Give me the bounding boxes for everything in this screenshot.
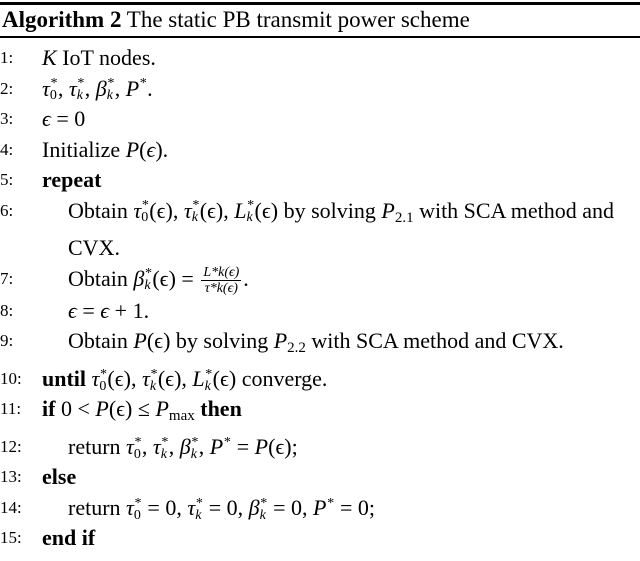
math-symbol: τ — [126, 433, 134, 459]
algorithm-line — [0, 165, 640, 196]
text-segment: return — [68, 433, 127, 459]
algorithm-line — [0, 104, 640, 135]
keyword: until — [42, 365, 92, 391]
superscript: * — [133, 495, 141, 511]
algorithm-line — [0, 523, 640, 554]
algorithm-title — [0, 5, 640, 36]
scripts — [133, 434, 141, 462]
math-symbol: τ — [91, 365, 100, 391]
text-segment: = 0; — [334, 494, 375, 520]
math-symbol: τ — [152, 433, 161, 459]
math-symbol: τ — [126, 494, 134, 520]
line-number: 12: — [0, 436, 22, 456]
scripts — [192, 200, 199, 224]
math-symbol: β — [248, 494, 260, 520]
line-number: 9: — [0, 331, 14, 351]
superscript: * — [190, 434, 198, 450]
subscript: max — [168, 408, 195, 425]
superscript: * — [191, 198, 199, 214]
text-segment: + 1. — [109, 297, 150, 323]
math-symbol: P — [254, 433, 269, 459]
text-segment: (ϵ) by solving — [254, 197, 382, 223]
superscript: * — [149, 366, 157, 382]
fraction — [201, 265, 241, 296]
math-symbol: L — [234, 197, 247, 223]
subscript: 0 — [133, 507, 141, 523]
keyword: else — [42, 464, 77, 490]
math-symbol: β — [95, 75, 107, 101]
algorithm-line — [0, 394, 640, 432]
line-number: 10: — [0, 368, 22, 388]
text-segment: IoT nodes. — [56, 45, 156, 70]
subscript: 0 — [133, 446, 141, 462]
scripts — [133, 495, 141, 523]
subscript: 2.2 — [287, 340, 306, 357]
subscript: k — [106, 88, 113, 104]
math-symbol: L — [192, 365, 205, 391]
math-symbol: ϵ — [68, 297, 77, 323]
math-symbol: τ — [141, 365, 150, 391]
text-segment: . — [243, 265, 249, 291]
text-segment: = — [231, 433, 255, 459]
text-segment: return — [68, 494, 127, 520]
subscript: k — [190, 446, 197, 462]
algorithm-line — [0, 432, 640, 463]
math-symbol: ϵ — [146, 136, 156, 162]
math-symbol: K — [42, 45, 57, 70]
subscript — [139, 90, 146, 102]
line-text — [42, 45, 156, 70]
line-number: 14: — [0, 497, 22, 517]
text-segment: (ϵ), — [149, 197, 184, 223]
superscript: * — [141, 198, 149, 214]
text-segment: 0 < — [60, 396, 96, 422]
text-segment: Obtain — [68, 328, 134, 354]
subscript: 0 — [141, 210, 149, 226]
subscript: k — [259, 507, 266, 523]
text-segment: = 0, — [203, 494, 249, 520]
line-text — [42, 75, 153, 104]
subscript: k — [144, 278, 151, 294]
scripts — [99, 366, 107, 394]
math-symbol: β — [179, 433, 191, 459]
keyword: if — [42, 396, 61, 422]
line-number: 5: — [0, 170, 14, 189]
scripts — [144, 268, 151, 292]
algorithm-line — [0, 326, 640, 364]
superscript: * — [223, 434, 231, 450]
math-symbol: τ — [183, 197, 192, 223]
math-symbol: ϵ — [42, 106, 51, 131]
line-text — [42, 137, 168, 162]
scripts — [259, 495, 267, 523]
keyword: end if — [42, 525, 96, 551]
scripts — [247, 200, 254, 224]
text-segment: (ϵ) ≤ — [108, 396, 156, 422]
algorithm-caption: The static PB transmit power scheme — [121, 7, 470, 32]
math-symbol: P — [125, 75, 140, 101]
math-symbol: ϵ — [100, 297, 110, 323]
text-segment: (ϵ), — [157, 365, 193, 391]
superscript: * — [246, 198, 254, 214]
scripts — [149, 366, 157, 394]
line-text — [42, 464, 76, 489]
superscript: * — [133, 434, 141, 450]
subscript: k — [204, 378, 211, 394]
text-segment: (ϵ) = — [152, 265, 200, 291]
text-segment: , — [84, 75, 96, 101]
math-symbol: P — [95, 396, 109, 422]
math-symbol: P — [381, 197, 395, 223]
text-segment: = 0, — [141, 494, 188, 520]
scripts — [139, 78, 146, 102]
algorithm-label: Algorithm 2 — [2, 7, 122, 32]
scripts — [77, 78, 84, 102]
line-number: 7: — [0, 268, 14, 288]
math-symbol: P — [133, 328, 147, 354]
text-segment: = 0, — [267, 494, 314, 520]
superscript: * — [160, 434, 168, 450]
line-number: 15: — [0, 528, 22, 548]
text-segment: (ϵ), — [107, 365, 142, 391]
line-text — [68, 198, 614, 261]
line-text — [68, 494, 375, 523]
fraction-numerator: L*k(ϵ) — [203, 264, 240, 280]
subscript: 0 — [99, 378, 107, 394]
algorithm-box — [0, 2, 640, 554]
math-symbol: P — [125, 136, 140, 162]
scripts — [326, 495, 334, 522]
algorithm-line — [0, 462, 640, 493]
line-number: 8: — [0, 300, 14, 320]
scripts — [190, 434, 198, 462]
text-segment: Obtain — [68, 197, 134, 223]
text-segment: = 0 — [50, 106, 86, 131]
subscript: 0 — [49, 88, 57, 104]
text-segment: (ϵ); — [268, 433, 298, 459]
fraction-denominator: τ*k(ϵ) — [204, 280, 238, 296]
keyword: repeat — [42, 167, 102, 192]
subscript: k — [191, 210, 198, 226]
algorithm-line — [0, 196, 640, 264]
math-symbol: τ — [68, 75, 77, 101]
line-text — [42, 525, 95, 550]
subscript: k — [195, 507, 202, 523]
superscript: * — [259, 495, 267, 511]
subscript: k — [160, 446, 167, 462]
text-segment: (ϵ) by solving — [146, 328, 274, 354]
math-symbol: P — [313, 494, 327, 520]
text-segment: , — [168, 433, 180, 459]
line-text — [68, 328, 564, 357]
scripts — [107, 78, 114, 102]
line-number: 1: — [0, 48, 14, 67]
text-segment: Initialize — [42, 136, 126, 162]
subscript — [223, 449, 230, 461]
line-text — [42, 167, 101, 192]
text-segment: with SCA method and CVX. — [68, 197, 615, 260]
superscript: * — [76, 76, 84, 92]
scripts — [195, 495, 203, 523]
algorithm-line — [0, 296, 640, 327]
math-symbol: τ — [133, 197, 142, 223]
subscript: k — [246, 210, 253, 226]
math-symbol: β — [133, 265, 145, 291]
text-segment: Obtain — [68, 265, 134, 291]
algorithm-line — [0, 135, 640, 166]
line-number: 13: — [0, 467, 22, 487]
line-text — [68, 433, 298, 462]
math-symbol: P — [209, 433, 224, 459]
superscript: * — [139, 76, 147, 92]
subscript — [326, 510, 333, 522]
superscript: * — [106, 76, 114, 92]
text-segment: ( — [139, 136, 147, 162]
text-segment: , — [114, 75, 126, 101]
subscript: k — [76, 88, 83, 104]
algorithm-line — [0, 493, 640, 524]
keyword: then — [194, 396, 242, 422]
line-number: 2: — [0, 78, 14, 98]
math-symbol: P — [155, 396, 169, 422]
algorithm-line — [0, 364, 640, 395]
text-segment: , — [198, 433, 210, 459]
superscript: * — [144, 266, 152, 282]
math-symbol: τ — [187, 494, 196, 520]
text-segment: , — [57, 75, 69, 101]
scripts — [160, 434, 168, 462]
line-text — [42, 365, 328, 394]
scripts — [223, 434, 231, 461]
line-number: 6: — [0, 200, 14, 220]
algorithm-line — [0, 43, 640, 74]
scripts — [204, 366, 212, 394]
algorithm-lines — [0, 38, 640, 554]
text-segment: ). — [155, 136, 169, 162]
text-segment: , — [141, 433, 153, 459]
line-text — [68, 264, 249, 296]
scripts — [50, 78, 57, 102]
superscript: * — [49, 76, 57, 92]
math-symbol: τ — [42, 75, 50, 101]
line-number: 3: — [0, 109, 14, 128]
superscript: * — [326, 495, 334, 511]
subscript: k — [149, 378, 157, 394]
algorithm-line — [0, 74, 640, 105]
math-symbol: P — [273, 328, 288, 354]
text-segment: = — [76, 297, 101, 323]
line-number: 11: — [0, 399, 22, 419]
superscript: * — [204, 366, 212, 382]
text-segment: . — [147, 75, 153, 101]
text-segment: with SCA method and CVX. — [305, 328, 564, 354]
superscript: * — [195, 495, 203, 511]
line-text — [68, 298, 149, 323]
line-number: 4: — [0, 139, 14, 159]
text-segment: (ϵ), — [199, 197, 235, 223]
line-text — [42, 106, 85, 131]
scripts — [141, 200, 148, 224]
algorithm-line — [0, 264, 640, 296]
line-text — [42, 396, 242, 425]
superscript: * — [99, 366, 107, 382]
subscript: 2.1 — [394, 209, 414, 226]
text-segment: (ϵ) converge. — [212, 365, 328, 391]
